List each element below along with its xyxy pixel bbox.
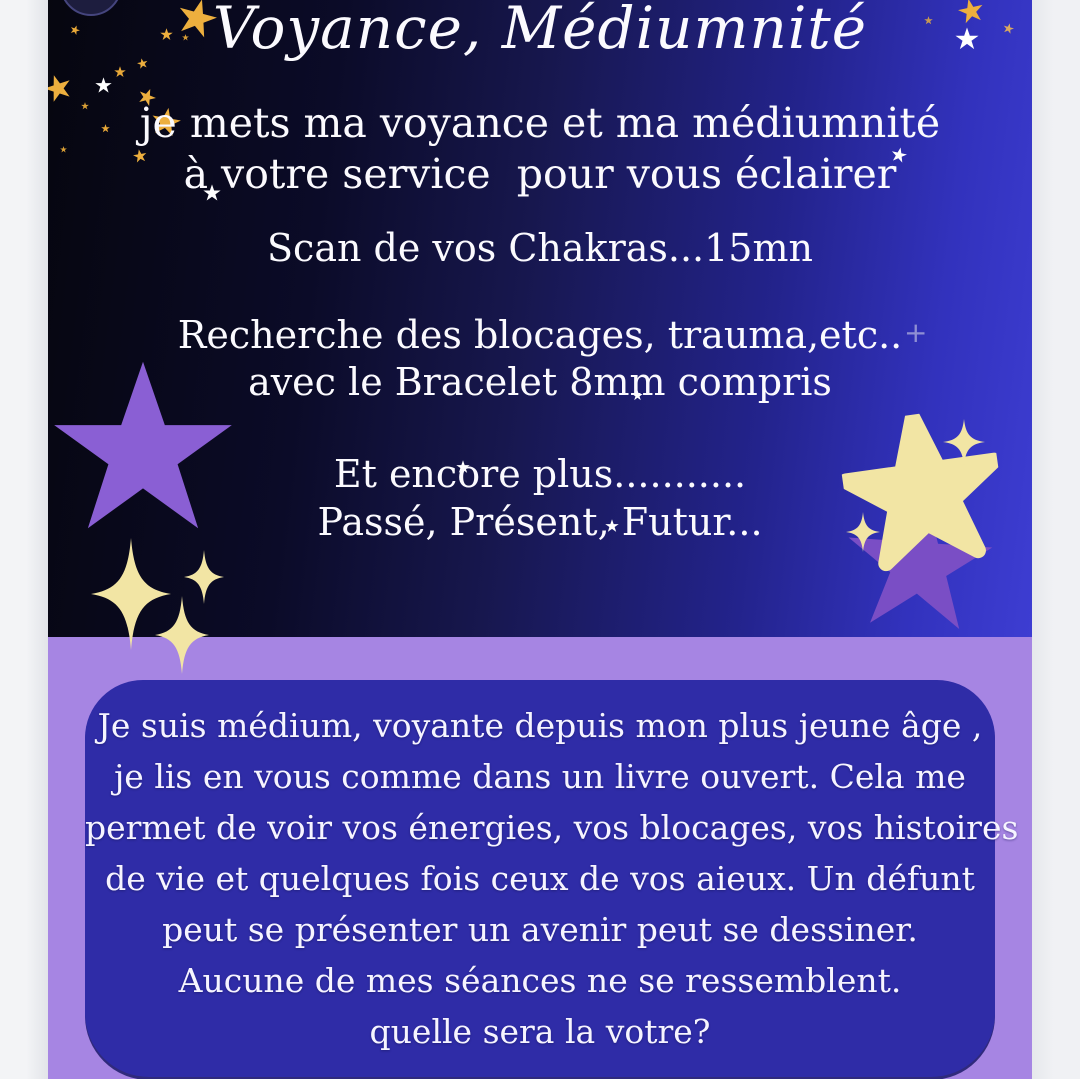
bio-line: je lis en vous comme dans un livre ouvert. Cela me xyxy=(114,757,966,796)
gold-star-icon xyxy=(114,66,126,78)
bio-line: Aucune de mes séances ne se ressemblent. xyxy=(178,961,902,1000)
right-margin-strip xyxy=(1032,0,1080,1079)
bio-panel xyxy=(85,680,1019,1077)
bio-line: peut se présenter un avenir peut se dessiner. xyxy=(162,910,918,949)
intro-line-2: à votre service pour vous éclairer xyxy=(183,150,897,198)
service-more-line1: Et encore plus........... xyxy=(333,452,747,496)
bio-line: permet de voir vos énergies, vos blocages, vos histoires xyxy=(85,808,1019,847)
service-chakras: Scan de vos Chakras...15mn xyxy=(267,226,813,270)
service-blocages-line1: Recherche des blocages, trauma,etc.. xyxy=(177,313,903,357)
left-margin-strip xyxy=(0,0,48,1079)
service-blocages-line2: avec le Bracelet 8mm compris xyxy=(248,360,832,404)
bio-line: Je suis médium, voyante depuis mon plus jeune âge , xyxy=(97,706,983,745)
intro-line-1: je mets ma voyance et ma médiumnité xyxy=(139,99,941,147)
bio-line: quelle sera la votre? xyxy=(369,1012,711,1051)
flyer-artwork xyxy=(48,0,1032,1079)
sparkle-icon xyxy=(155,596,209,674)
bio-line: de vie et quelques fois ceux de vos aieux. Un défunt xyxy=(105,859,975,898)
white-star-icon xyxy=(95,77,112,94)
service-more-line2: Passé, Présent, Futur... xyxy=(317,500,763,544)
purple-star-icon xyxy=(48,358,238,543)
plus-icon: + xyxy=(904,316,928,349)
sparkle-icon xyxy=(846,512,880,552)
sparkle-icon xyxy=(943,419,985,465)
flyer-title: Voyance, Médiumnité xyxy=(212,0,868,62)
